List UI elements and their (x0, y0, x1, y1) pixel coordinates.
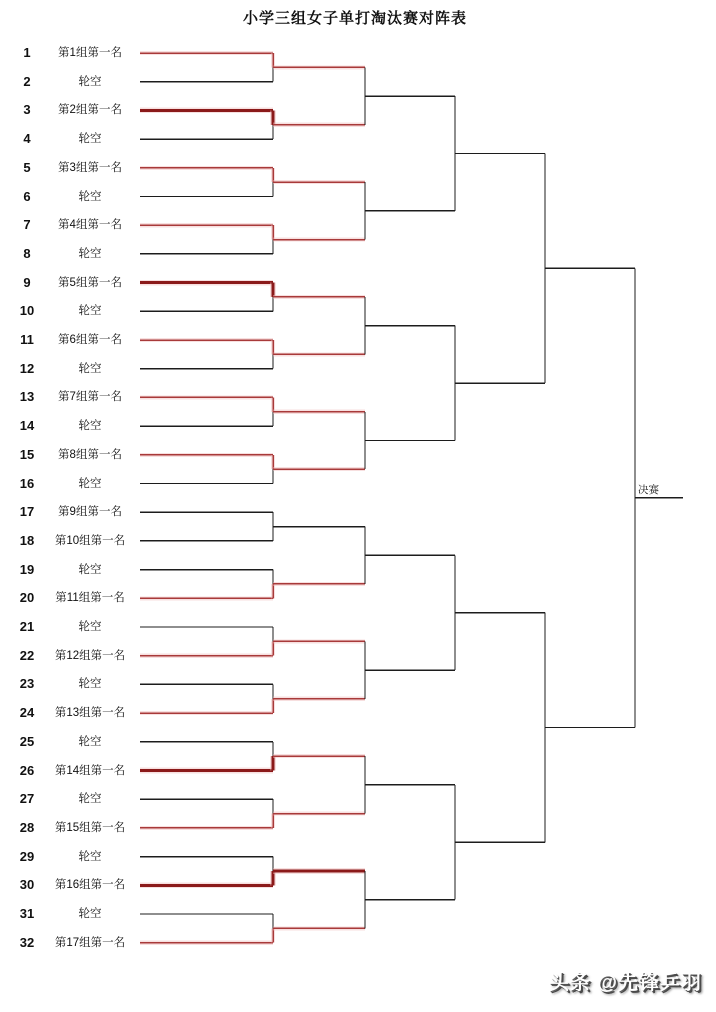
seed-number: 14 (19, 418, 35, 434)
seed-number: 16 (19, 475, 35, 491)
seed-number: 15 (19, 446, 35, 462)
entry-label: 轮空 (78, 477, 102, 490)
seed-number: 8 (23, 245, 31, 261)
entry-label: 轮空 (78, 621, 102, 633)
entry-label: 第15组第一名 (54, 821, 126, 834)
seed-number: 28 (19, 819, 35, 835)
entry-label: 轮空 (78, 908, 102, 920)
entry-label: 轮空 (78, 75, 102, 88)
entry-label: 第13组第一名 (54, 707, 126, 720)
entry-label: 第6组第一名 (58, 334, 122, 346)
seed-number: 10 (19, 303, 35, 319)
entry-label: 轮空 (78, 190, 102, 203)
entry-label: 第9组第一名 (58, 506, 122, 519)
entry-label: 轮空 (78, 850, 102, 863)
seed-number: 3 (23, 102, 31, 118)
entry-label: 轮空 (78, 563, 102, 576)
entry-label: 轮空 (78, 793, 102, 806)
entry-label: 第10组第一名 (54, 534, 126, 547)
seed-number: 31 (19, 906, 35, 921)
seed-number: 23 (19, 676, 35, 692)
entry-label: 第4组第一名 (58, 219, 122, 232)
seed-number: 17 (19, 504, 35, 520)
entry-label: 第7组第一名 (58, 391, 122, 404)
seed-number: 6 (23, 188, 31, 204)
entry-label: 轮空 (78, 678, 102, 691)
entry-label: 轮空 (78, 362, 102, 375)
seed-number: 25 (19, 733, 35, 749)
seed-number: 29 (19, 848, 35, 864)
entry-label: 第17组第一名 (54, 936, 126, 949)
entry-label: 第3组第一名 (58, 161, 122, 174)
entry-label: 第5组第一名 (58, 276, 122, 289)
seed-number: 19 (19, 561, 35, 577)
entry-label: 第14组第一名 (54, 764, 126, 777)
entry-label: 第11组第一名 (55, 592, 125, 605)
seed-number: 9 (23, 274, 31, 290)
seed-number: 2 (23, 73, 31, 89)
seed-number: 4 (23, 131, 31, 147)
seed-number: 26 (19, 762, 35, 778)
seed-number: 12 (19, 360, 35, 376)
seed-number: 27 (19, 791, 35, 807)
seed-number: 11 (20, 332, 34, 347)
seed-number: 32 (19, 934, 35, 950)
entry-label: 第1组第一名 (58, 47, 122, 59)
seed-number: 22 (19, 647, 35, 663)
entry-label: 第12组第一名 (54, 649, 126, 662)
entry-label: 轮空 (78, 735, 102, 748)
seed-number: 7 (23, 217, 31, 233)
seed-number: 13 (19, 389, 35, 405)
seed-number: 1 (23, 45, 31, 60)
entry-label: 第8组第一名 (58, 448, 122, 461)
entry-label: 轮空 (78, 133, 102, 146)
watermark: 头条 @先锋乒羽 (548, 972, 702, 994)
entry-label: 轮空 (78, 247, 102, 260)
seed-number: 18 (19, 532, 35, 548)
seed-number: 5 (23, 159, 31, 175)
seed-number: 30 (19, 877, 35, 893)
entry-label: 第16组第一名 (54, 879, 126, 892)
entry-label: 轮空 (78, 305, 102, 318)
entry-label: 第2组第一名 (58, 104, 122, 117)
entry-label: 轮空 (78, 420, 102, 433)
seed-number: 24 (19, 705, 35, 721)
page-title: 小学三组女子单打淘汰赛对阵表 (242, 10, 467, 27)
seed-number: 20 (19, 590, 35, 606)
seed-number: 21 (19, 619, 35, 634)
final-label: 决赛 (638, 484, 659, 497)
